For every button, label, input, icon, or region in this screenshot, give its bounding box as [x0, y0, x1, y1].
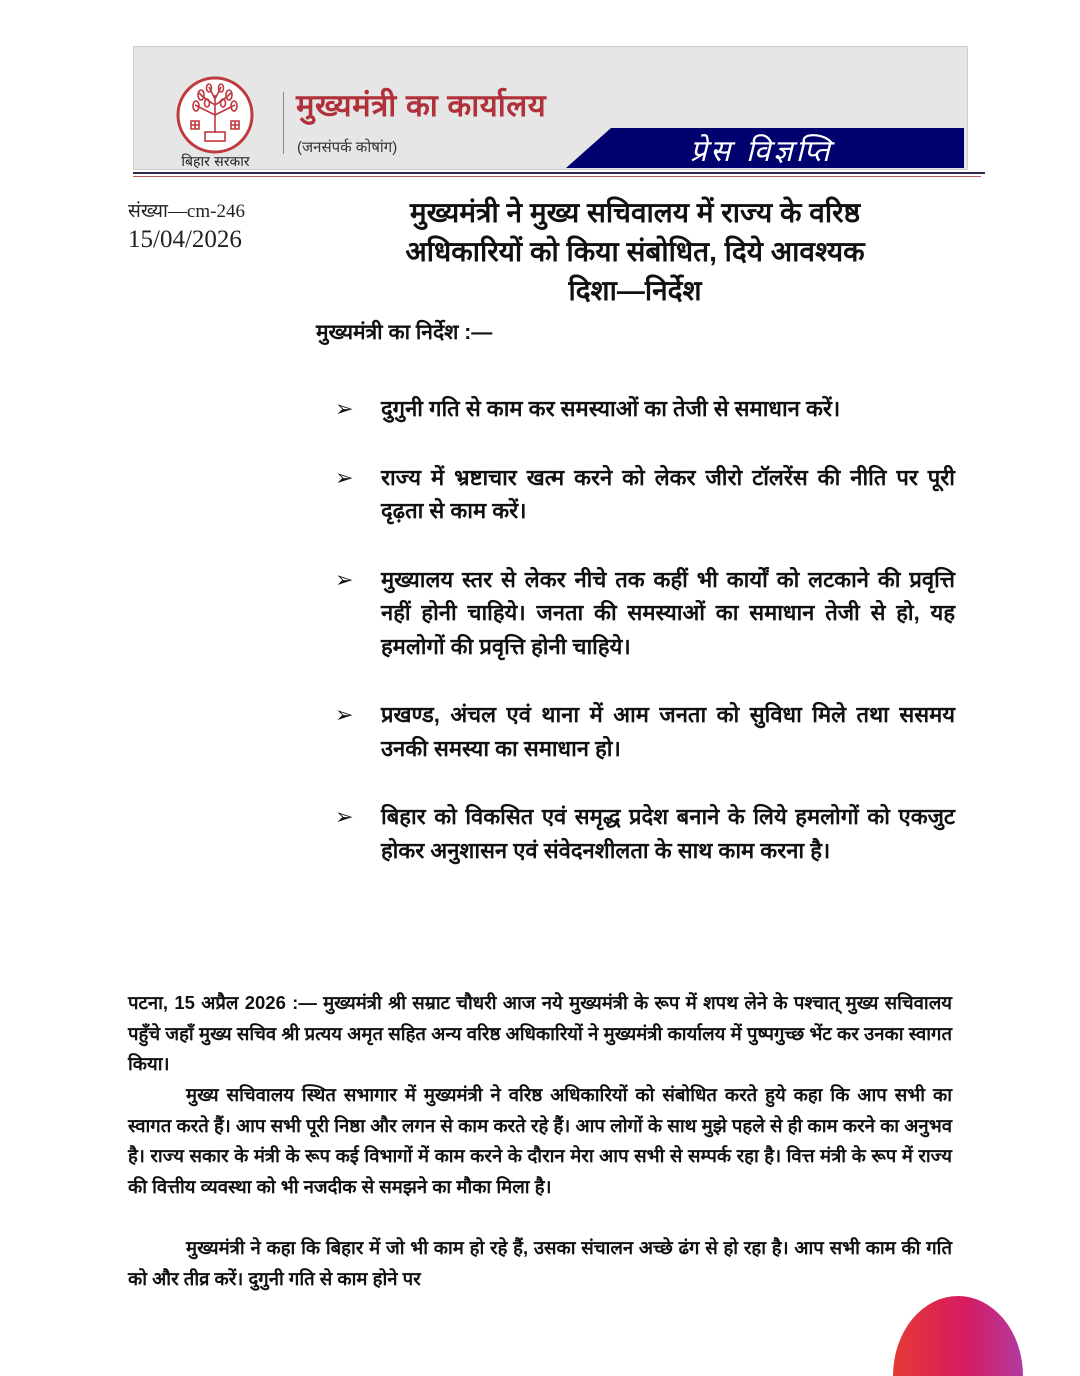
list-item — [335, 698, 955, 765]
arrow-bullet-icon: ➢ — [335, 396, 354, 421]
arrow-bullet-icon: ➢ — [335, 804, 354, 829]
body-paragraph: मुख्यमंत्री ने कहा कि बिहार में जो भी काम हो रहे हैं, उसका संचालन अच्छे ढंग से हो रहा है। आप सभी काम की गति को और तीव्र करें। दुगुनी गति से काम होने पर — [128, 1237, 952, 1289]
directive-text: दुगुनी गति से काम कर समस्याओं का तेजी से समाधान करें। — [381, 396, 841, 421]
directive-text: प्रखण्ड, अंचल एवं थाना में आम जनता को सुविधा मिले तथा ससमय उनकी समस्या का समाधान हो। — [381, 702, 955, 761]
headline-line: मुख्यमंत्री ने मुख्य सचिवालय में राज्य के वरिष्ठ — [409, 197, 861, 228]
directives-label: मुख्यमंत्री का निर्देश :— — [316, 321, 493, 344]
directives-list — [335, 392, 955, 867]
office-subtitle: (जनसंपर्क कोषांग) — [297, 139, 398, 156]
office-title: मुख्यमंत्री का कार्यालय — [296, 88, 547, 123]
arrow-bullet-icon: ➢ — [335, 702, 354, 727]
directive-text: राज्य में भ्रष्टाचार खत्म करने को लेकर जीरो टॉलरेंस की नीति पर पूरी दृढ़ता से काम करें। — [381, 464, 955, 523]
headline-line: अधिकारियों को किया संबोधित, दिये आवश्यक — [405, 236, 865, 267]
arrow-bullet-icon: ➢ — [335, 464, 354, 490]
press-release-label: प्रेस विज्ञप्ति — [690, 134, 833, 169]
headline-line: दिशा—निर्देश — [568, 275, 702, 306]
reference-number: संख्या—cm-246 — [128, 201, 245, 222]
body-paragraph: पटना, 15 अप्रैल 2026 :— मुख्यमंत्री श्री सम्राट चौधरी आज नये मुख्यमंत्री के रूप में शपथ लेने के पश्चात् मुख्य सचिवालय पहुँचे जहाँ मुख्य सचिव श्री प्रत्यय अमृत सहित अन्य वरिष्ठ अधिकारियों ने मुख्यमंत्री कार्यालय में पुष्पगुच्छ भेंट कर उनका स्वागत किया। — [128, 992, 952, 1074]
header-divider — [283, 92, 284, 154]
bihar-emblem-icon — [175, 75, 255, 155]
directive-text: मुख्यालय स्तर से लेकर नीचे तक कहीं भी कार्यों को लटकाने की प्रवृत्ति नहीं होनी चाहिये। जनता की समस्याओं का समाधान तेजी से हो, यह हमलोगों की प्रवृत्ति होनी चाहिये। — [381, 566, 955, 659]
header-rule — [133, 172, 985, 174]
emblem-label: बिहार सरकार — [181, 154, 250, 170]
list-item — [335, 392, 955, 426]
release-date: 15/04/2026 — [128, 226, 242, 253]
directive-text: बिहार को विकसित एवं समृद्ध प्रदेश बनाने के लिये हमलोगों को एकजुट होकर अनुशासन एवं संवेदनशीलता के साथ काम करना है। — [381, 804, 955, 863]
headline — [320, 193, 950, 310]
arrow-bullet-icon: ➢ — [335, 566, 354, 592]
header-rule-accent — [133, 176, 981, 177]
body-paragraph: मुख्य सचिवालय स्थित सभागार में मुख्यमंत्री ने वरिष्ठ अधिकारियों को संबोधित करते हुये कहा कि आप सभी का स्वागत करते हैं। आप सभी पूरी निष्ठा और लगन से काम करते रहे हैं। आप लोगों के साथ मुझे पहले से ही काम करने का अनुभव है। राज्य सकार के मंत्री के रूप कई विभागों में काम करने के दौरान मेरा आप सभी से सम्पर्क रहा है। वित्त मंत्री के रूप में राज्य की वित्तीय व्यवस्था को भी नजदीक से समझने का मौका मिला है। — [128, 1084, 952, 1197]
floating-action-shape[interactable] — [893, 1296, 1023, 1376]
list-item — [335, 563, 955, 664]
list-item — [335, 800, 955, 867]
list-item — [335, 461, 955, 528]
